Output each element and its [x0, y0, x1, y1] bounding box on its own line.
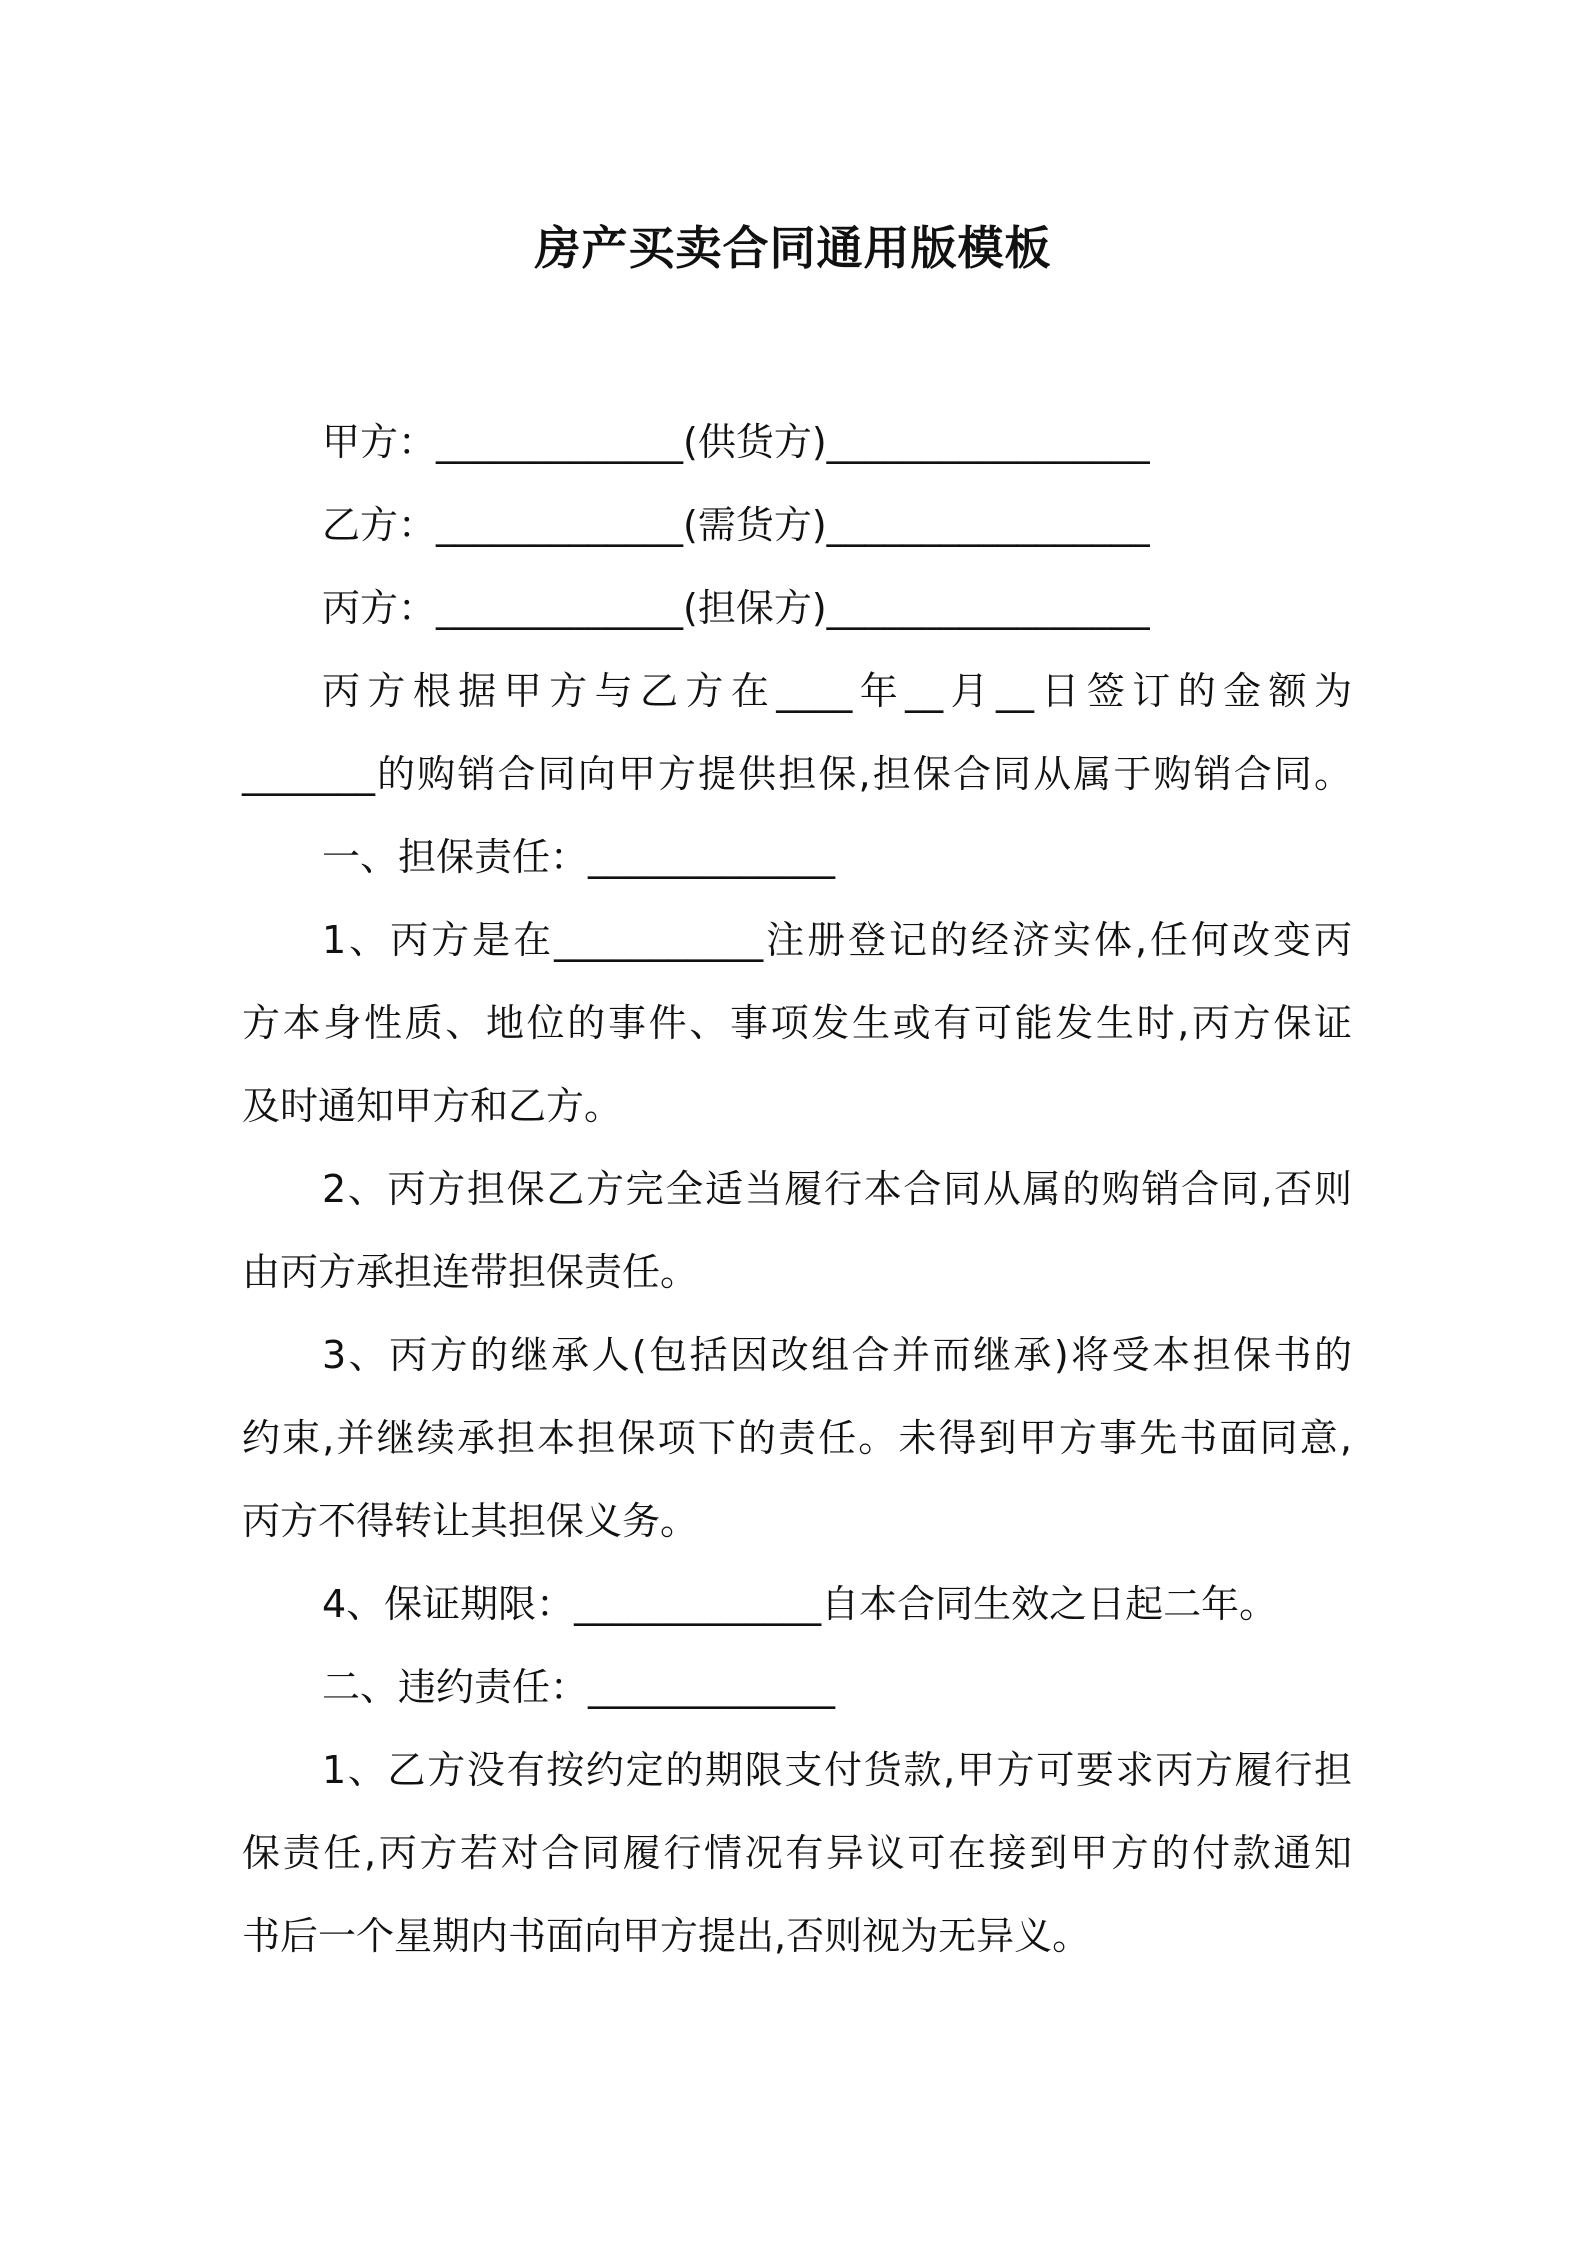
preamble-line-1: 丙方根据甲方与乙方在____年__月__日签订的金额为	[322, 669, 1352, 713]
s2-item1-line-3: 书后一个星期内书面向甲方提出,否则视为无异义。	[242, 1914, 1091, 1958]
document-title: 房产买卖合同通用版模板	[534, 221, 1052, 275]
party-c-line: 丙方：_____________(担保方)_________________	[322, 586, 1150, 630]
s1-item4-line: 4、保证期限：_____________自本合同生效之日起二年。	[322, 1582, 1278, 1626]
section-2-heading: 二、违约责任：_____________	[322, 1665, 836, 1709]
s1-item2-line-1: 2、丙方担保乙方完全适当履行本合同从属的购销合同,否则	[322, 1167, 1352, 1211]
s1-item1-line-3: 及时通知甲方和乙方。	[242, 1084, 623, 1128]
s2-item1-line-1: 1、乙方没有按约定的期限支付货款,甲方可要求丙方履行担	[322, 1748, 1352, 1792]
party-b-line: 乙方：_____________(需货方)_________________	[322, 503, 1150, 547]
s2-item1-line-2: 保责任,丙方若对合同履行情况有异议可在接到甲方的付款通知	[242, 1831, 1352, 1875]
s1-item3-line-2: 约束,并继续承担本担保项下的责任。未得到甲方事先书面同意,	[242, 1416, 1352, 1460]
party-a-line: 甲方：_____________(供货方)_________________	[322, 420, 1150, 464]
s1-item1-line-1: 1、丙方是在___________注册登记的经济实体,任何改变丙	[322, 918, 1352, 962]
s1-item1-line-2: 方本身性质、地位的事件、事项发生或有可能发生时,丙方保证	[242, 1001, 1352, 1045]
s1-item3-line-1: 3、丙方的继承人(包括因改组合并而继承)将受本担保书的	[322, 1333, 1352, 1377]
preamble-line-2: _______的购销合同向甲方提供担保,担保合同从属于购销合同。	[242, 752, 1352, 796]
section-1-heading: 一、担保责任：_____________	[322, 835, 836, 879]
s1-item3-line-3: 丙方不得转让其担保义务。	[242, 1499, 699, 1543]
s1-item2-line-2: 由丙方承担连带担保责任。	[242, 1250, 699, 1294]
